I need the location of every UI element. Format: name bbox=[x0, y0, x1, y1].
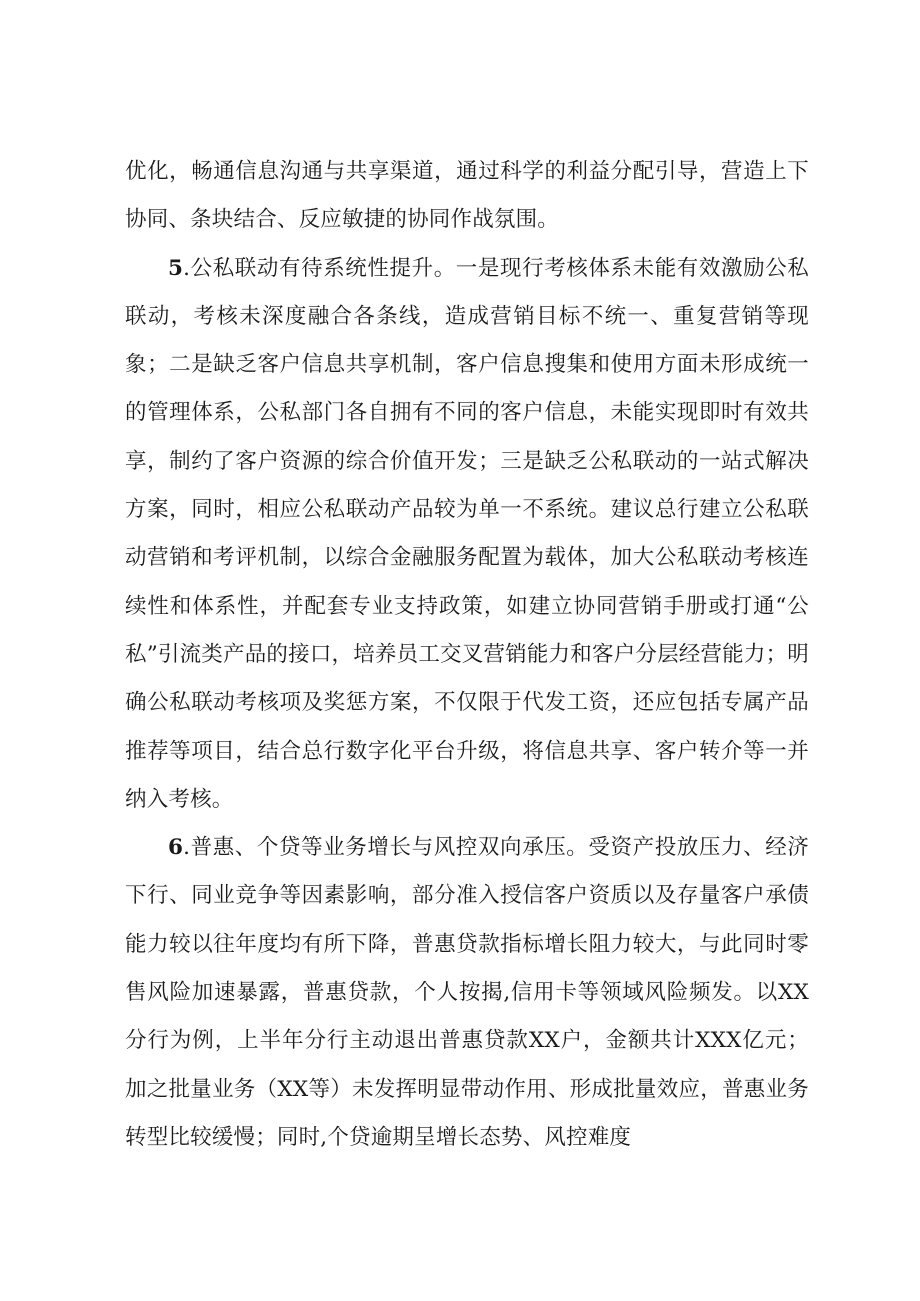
paragraph-text: .普惠、个贷等业务增长与风控双向承压。受资产投放压力、经济下行、同业竞争等因素影响，部分准入授信客户资质以及存量客户承债能力较以往年度均有所下降，普惠贷款指标增长阻力较大，与此同时零售风险加速暴露，普惠贷款，个人按揭,信用卡等领域风险频发。以XX分行为例，上半年分行主动退出普惠贷款XX户，金额共计XXX亿元；加之批量业务（XX等）未发挥明显带动作用、形成批量效应，普惠业务转型比较缓慢；同时,个贷逾期呈增长态势、风控难度 bbox=[125, 835, 809, 1150]
paragraph-continuation bbox=[125, 148, 809, 245]
paragraph-text: 优化，畅通信息沟通与共享渠道，通过科学的利益分配引导，营造上下协同、条块结合、反应敏捷的协同作战氛围。 bbox=[125, 159, 809, 233]
paragraph-section-6 bbox=[125, 824, 809, 1162]
section-number: 6 bbox=[168, 835, 184, 861]
document-body bbox=[125, 148, 809, 1162]
paragraph-text: .公私联动有待系统性提升。一是现行考核体系未能有效激励公私联动，考核未深度融合各条线，造成营销目标不统一、重复营销等现象；二是缺乏客户信息共享机制，客户信息搜集和使用方面未形成统一的管理体系，公私部门各自拥有不同的客户信息，未能实现即时有效共享，制约了客户资源的综合价值开发；三是缺乏公私联动的一站式解决方案，同时，相应公私联动产品较为单一不系统。建议总行建立公私联动营销和考评机制，以综合金融服务配置为载体，加大公私联动考核连续性和体系性，并配套专业支持政策，如建立协同营销手册或打通“公私”引流类产品的接口，培养员工交叉营销能力和客户分层经营能力；明确公私联动考核项及奖惩方案，不仅限于代发工资，还应包括专属产品推荐等项目，结合总行数字化平台升级，将信息共享、客户转介等一并纳入考核。 bbox=[125, 255, 809, 812]
paragraph-section-5 bbox=[125, 245, 809, 825]
section-number: 5 bbox=[168, 255, 184, 281]
